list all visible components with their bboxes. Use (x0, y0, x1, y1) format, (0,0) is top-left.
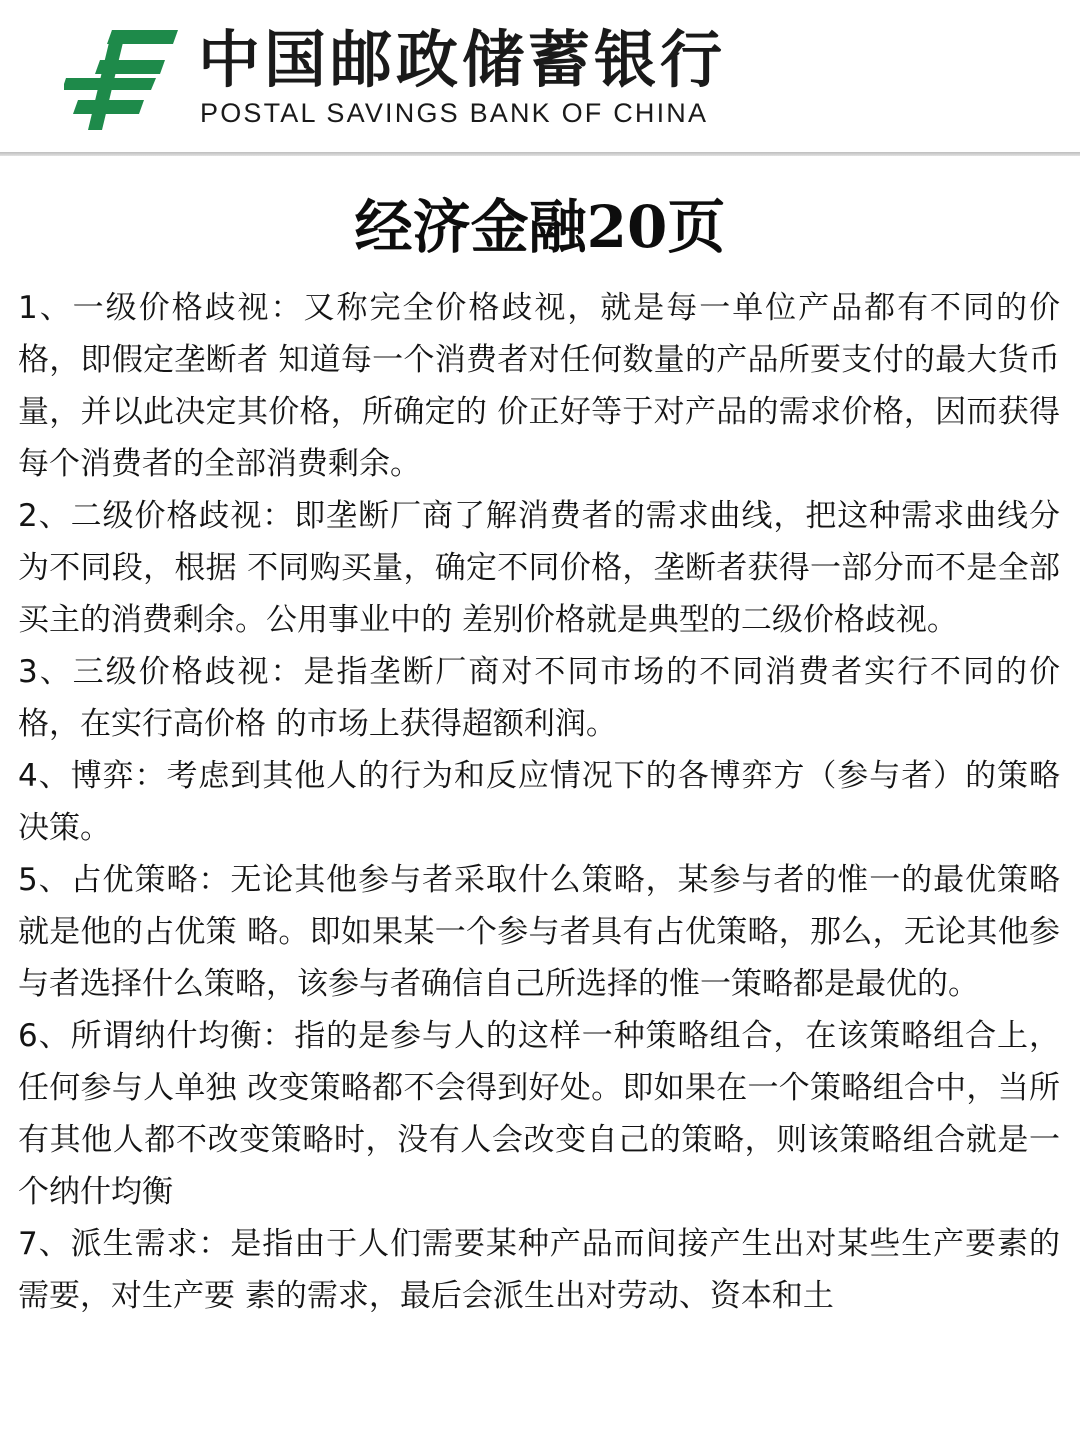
postal-bank-logo-icon (64, 20, 184, 135)
paragraph: 2、二级价格歧视：即垄断厂商了解消费者的需求曲线，把这种需求曲线分为不同段，根据 不同购买量，确定不同价格，垄断者获得一部分而不是全部买主的消费剩余。公用事业中的 差别价格就是典型的二级价格歧视。 (18, 498, 1060, 638)
paragraph: 4、博弈：考虑到其他人的行为和反应情况下的各博弈方（参与者）的策略决策。 (18, 758, 1060, 846)
paragraph: 6、所谓纳什均衡：指的是参与人的这样一种策略组合，在该策略组合上，任何参与人单独 改变策略都不会得到好处。即如果在一个策略组合中，当所有其他人都不改变策略时，没有人会改变自己的策略，则该策略组合就是一个纳什均衡 (18, 1018, 1060, 1210)
brand-name-en: POSTAL SAVINGS BANK OF CHINA (200, 98, 709, 128)
bank-header (0, 0, 1080, 152)
paragraph: 7、派生需求：是指由于人们需要某种产品而间接产生出对某些生产要素的需要，对生产要 素的需求，最后会派生出对劳动、资本和土 (18, 1226, 1060, 1314)
article-body (0, 282, 1080, 1322)
brand-name-cn: 中国邮政储蓄银行 (198, 23, 727, 96)
page-title: 经济金融20页 (354, 193, 726, 261)
header-divider (0, 152, 1080, 156)
paragraph: 5、占优策略：无论其他参与者采取什么策略，某参与者的惟一的最优策略就是他的占优策 略。即如果某一个参与者具有占优策略，那么，无论其他参与者选择什么策略，该参与者确信自己所选择的惟一策略都是最优的。 (18, 862, 1060, 1002)
paragraph: 1、一级价格歧视：又称完全价格歧视，就是每一单位产品都有不同的价格，即假定垄断者 知道每一个消费者对任何数量的产品所要支付的最大货币量，并以此决定其价格，所确定的 价正好等于对产品的需求价格，因而获得每个消费者的全部消费剩余。 (18, 290, 1060, 482)
paragraph: 3、三级价格歧视：是指垄断厂商对不同市场的不同消费者实行不同的价格，在实行高价格 的市场上获得超额利润。 (18, 654, 1060, 742)
